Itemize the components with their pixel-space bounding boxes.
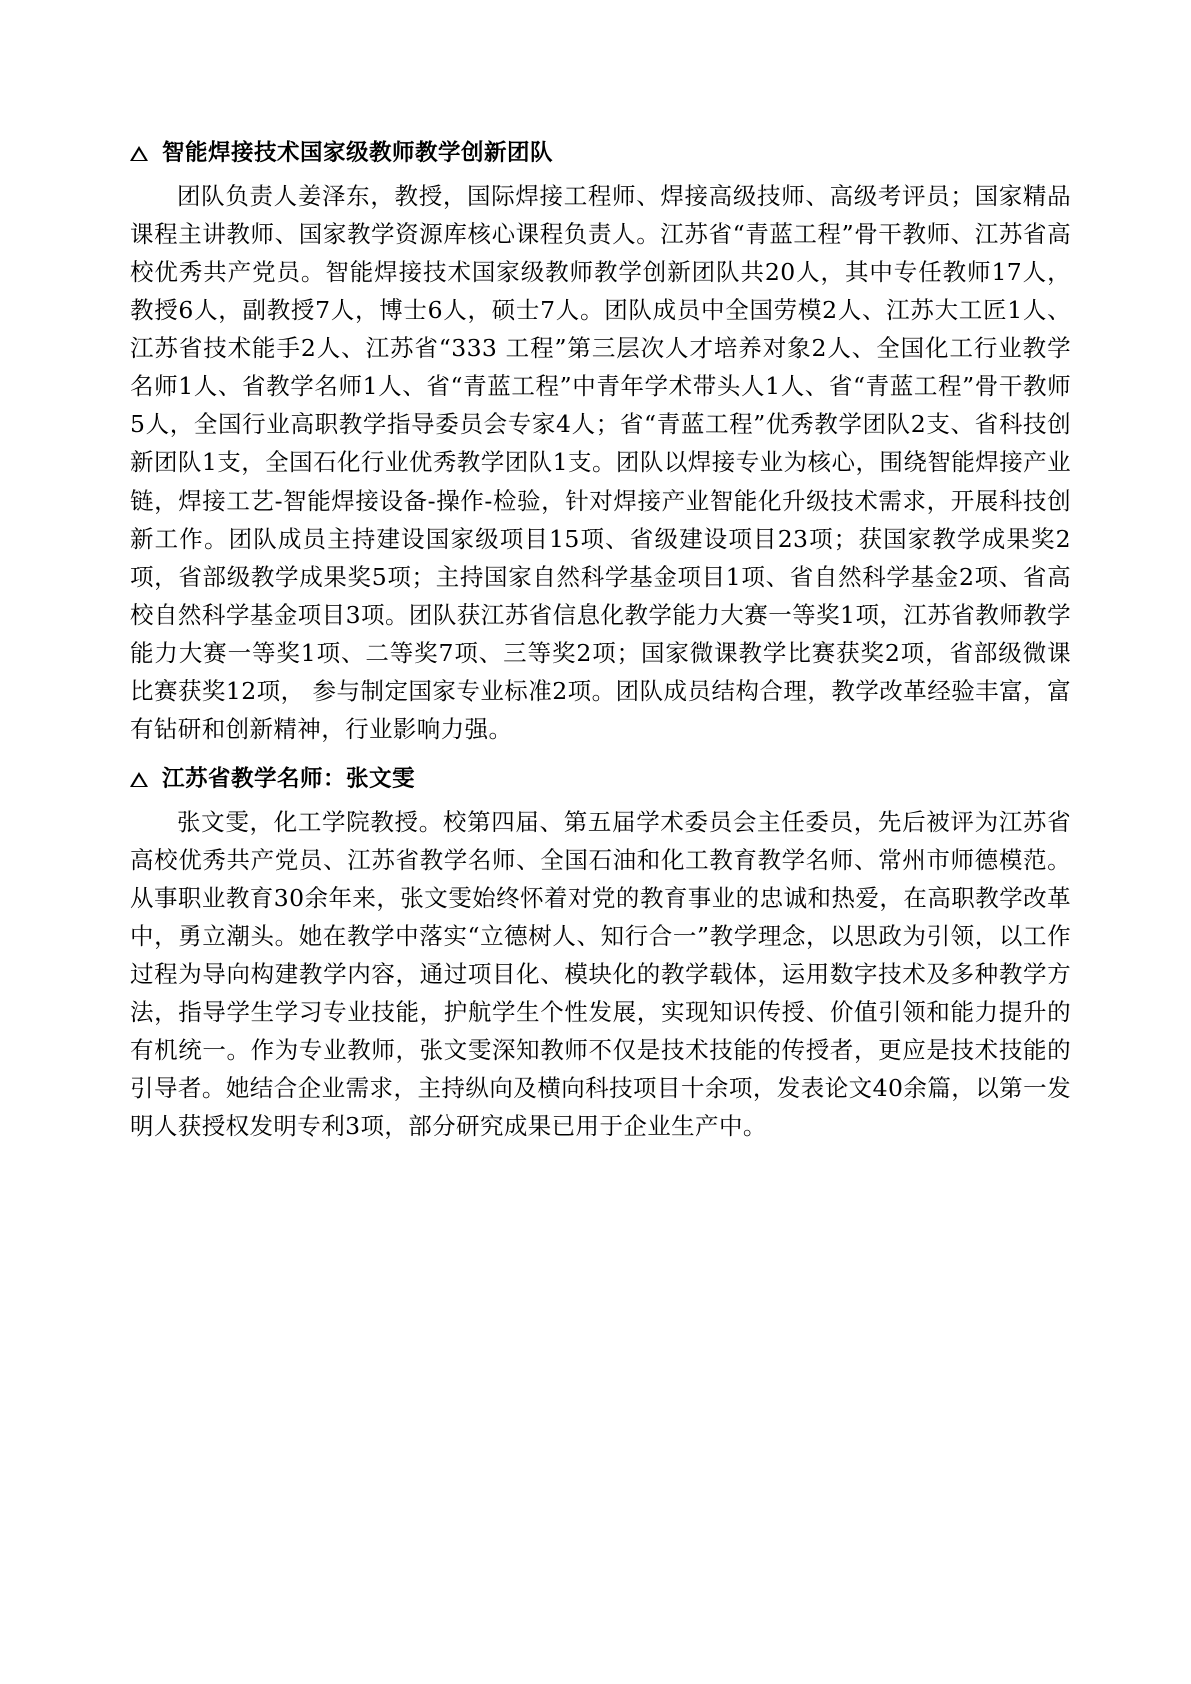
section-body-teaching-master: 张文雯，化工学院教授。校第四届、第五届学术委员会主任委员，先后被评为江苏省高校优秀共产党员、江苏省教学名师、全国石油和化工教育教学名师、常州市师德模范。从事职业教育30余年来，张文雯始终怀着对党的教育事业的忠诚和热爱，在高职教学改革中，勇立潮头。她在教学中落实“立德树人、知行合一”教学理念，以思政为引领，以工作过程为导向构建教学内容，通过项目化、模块化的教学载体，运用数字技术及多种教学方法，指导学生学习专业技能，护航学生个性发展，实现知识传授、价值引领和能力提升的有机统一。作为专业教师，张文雯深知教师不仅是技术技能的传授者，更应是技术技能的引导者。她结合企业需求，主持纵向及横向科技项目十余项，发表论文40余篇，以第一发明人获授权发明专利3项，部分研究成果已用于企业生产中。	[130, 807, 1071, 1141]
section-body-welding-team: 团队负责人姜泽东，教授，国际焊接工程师、焊接高级技师、高级考评员；国家精品课程主讲教师、国家教学资源库核心课程负责人。江苏省“青蓝工程”骨干教师、江苏省高校优秀共产党员。智能焊接技术国家级教师教学创新团队共20人，其中专任教师17人，教授6人，副教授7人，博士6人，硕士7人。团队成员中全国劳模2人、江苏大工匠1人、江苏省技术能手2人、江苏省“333 工程”第三层次人才培养对象2人、全国化工行业教学名师1人、省教学名师1人、省“青蓝工程”中青年学术带头人1人、省“青蓝工程”骨干教师5人，全国行业高职教学指导委员会专家4人；省“青蓝工程”优秀教学团队2支、省科技创新团队1支，全国石化行业优秀教学团队1支。团队以焊接专业为核心，围绕智能焊接产业链，焊接工艺-智能焊接设备-操作-检验，针对焊接产业智能化升级技术需求，开展科技创新工作。团队成员主持建设国家级项目15项、省级建设项目23项；获国家教学成果奖2项，省部级教学成果奖5项；主持国家自然科学基金项目1项、省自然科学基金2项、省高校自然科学基金项目3项。团队获江苏省信息化教学能力大赛一等奖1项，江苏省教师教学能力大赛一等奖1项、二等奖7项、三等奖2项；国家微课教学比赛获奖2项，省部级微课比赛获奖12项， 参与制定国家专业标准2项。团队成员结构合理，教学改革经验丰富，富有钻研和创新精神，行业影响力强。	[130, 182, 1071, 743]
section-teaching-master	[130, 766, 1071, 1146]
section-heading-welding-team	[130, 140, 1071, 167]
section-heading-teaching-master	[130, 766, 1071, 793]
triangle-bullet-icon	[130, 772, 148, 787]
triangle-bullet-icon	[130, 146, 148, 161]
section-welding-team	[130, 140, 1071, 748]
section-heading-text: 江苏省教学名师：张文雯	[162, 765, 416, 792]
section-heading-text: 智能焊接技术国家级教师教学创新团队	[162, 140, 554, 166]
